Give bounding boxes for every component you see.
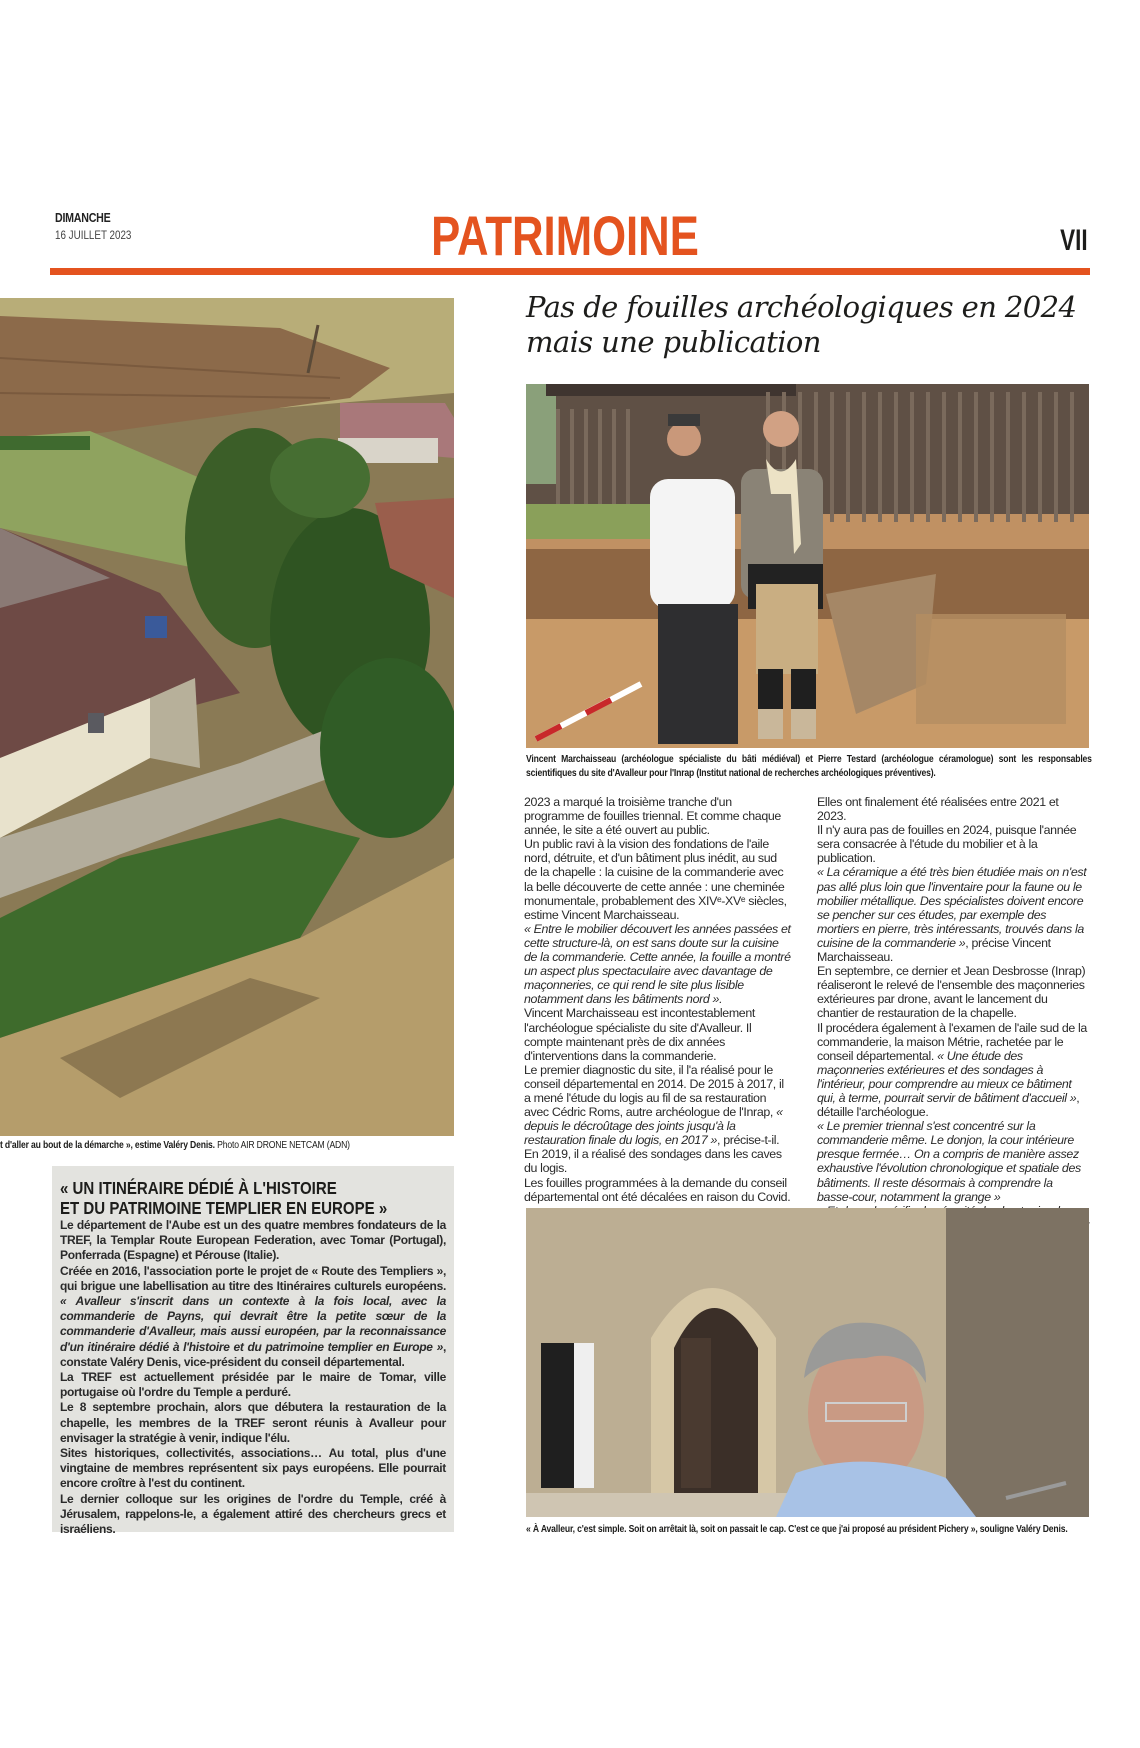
text: Créée en 2016, l'association porte le projet de « Route des Templiers », qui brigue une labellisation au titre des Itinéraires culturels européens.	[60, 1263, 446, 1293]
paragraph: Le dernier colloque sur les origines de l'ordre du Temple, créé à Jérusalem, rappelons-le, a également attiré des chercheurs grecs et israéliens.	[60, 1491, 446, 1537]
quote: « Avalleur s'inscrit dans un contexte à la fois local, avec la commanderie de Payns, qui devrait être la petite sœur de la commanderie d'Avalleur, mais aussi européen, par la reconnaissance d'un itinéraire dédié à l'histoire et du patrimoine templier en Europe »	[60, 1294, 446, 1354]
paragraph	[817, 1119, 1090, 1204]
text: , précise Vincent Marchaisseau.	[817, 935, 1051, 965]
sidebar-title-line: « UN ITINÉRAIRE DÉDIÉ À L'HISTOIRE	[60, 1178, 337, 1198]
sidebar-title	[60, 1178, 456, 1218]
paragraph	[817, 1021, 1090, 1120]
sidebar-title-line: ET DU PATRIMOINE TEMPLIER EN EUROPE »	[60, 1198, 388, 1218]
paragraph: Le 8 septembre prochain, alors que débutera la restauration de la chapelle, les membres de la TREF seront réunis à Avalleur pour envisager la stratégie à venir, indique l'élu.	[60, 1400, 446, 1445]
section-title: PATRIMOINE	[431, 204, 699, 267]
quote: « depuis le décroûtage des joints jusqu'à la restauration finale du logis, en 2017 »	[524, 1105, 783, 1148]
photo-credit: Photo AIR DRONE NETCAM (ADN)	[217, 1139, 350, 1151]
sidebar-box	[52, 1166, 454, 1537]
article-column-1	[524, 795, 792, 1204]
aerial-photo-caption	[0, 1138, 377, 1152]
paragraph: Elles ont finalement été réalisées entre 2021 et 2023.	[817, 795, 1059, 824]
text: , constate Valéry Denis, vice-président du conseil départemental.	[60, 1339, 446, 1369]
page-number: VII	[1060, 224, 1088, 257]
text: , précise-t-il. En 2019, il a réalisé des sondages dans les caves du logis.	[524, 1133, 782, 1176]
text: , détaille l'archéologue.	[817, 1090, 1080, 1120]
excavation-photo-caption: Vincent Marchaisseau (archéologue spécialiste du bâti médiéval) et Pierre Testard (archéologue céramologue) sont les responsables scientifiques du site d'Avalleur pour l'Inrap (Institut national de recherches archéologiques préventives).	[526, 753, 1092, 779]
quote: « Une étude des maçonneries extérieures et des sondages à l'intérieur, pour comprendre au mieux ce bâtiment qui, à terme, pourrait servir de bâtiment d'accueil »	[817, 1048, 1077, 1105]
chapel-photo	[526, 1208, 1089, 1517]
paragraph: Les fouilles programmées à la demande du conseil départemental ont été décalées en raison du Covid.	[524, 1175, 791, 1204]
edition-day: DIMANCHE	[55, 210, 111, 225]
aerial-photo	[0, 298, 454, 1136]
text: Le premier diagnostic du site, il l'a réalisé pour le conseil départemental en 2014. De 2015 à 2017, il a mené l'étude du logis au fil de sa restauration avec Cédric Roms, autre archéologue de l'Inrap,	[524, 1062, 784, 1120]
paragraph: Sites historiques, collectivités, associations… Au total, plus d'une vingtaine de membres représentent six pays européens. Elle pourrait encore croître à l'est du continent.	[60, 1446, 446, 1491]
quote: « Le premier triennal s'est concentré sur la commanderie même. Le donjon, la cour intérieure presque fermée… On a compris de manière assez exhaustive l'évolution chronologique et spatiale des bâtiments. Il reste désormais à comprendre la basse-cour, notamment la grange »	[817, 1119, 1081, 1204]
paragraph: Un public ravi à la vision des fondations de l'aile nord, détruite, et d'un bâtiment plus inédit, au sud de la chapelle : la cuisine de la commanderie avec la belle découverte de cette année : une cheminée monumentale, probablement des XIVᵉ-XVᵉ siècles, estime Vincent Marchaisseau.	[524, 837, 787, 922]
paragraph	[60, 1264, 446, 1370]
article-column-2	[817, 795, 1090, 1260]
edition-date: 16 JUILLET 2023	[55, 228, 132, 242]
excavation-photo	[526, 384, 1089, 748]
paragraph: Il n'y aura pas de fouilles en 2024, puisque l'année sera consacrée à l'étude du mobilier et à la publication.	[817, 823, 1077, 866]
header-rule	[50, 268, 1090, 275]
caption-text: t d'aller au bout de la démarche », estime Valéry Denis.	[0, 1139, 215, 1151]
paragraph: 2023 a marqué la troisième tranche d'un programme de fouilles triennal. Et comme chaque année, le site a été ouvert au public.	[524, 795, 781, 838]
quote: « La céramique a été très bien étudiée mais on n'est pas allé plus loin que l'inventaire pour la faune ou le mobilier métallique. Des spécialistes doivent encore se pencher sur ces études, par exemple des mortiers en pierre, très intéressants, trouvés dans la cuisine de la commanderie »	[817, 865, 1087, 950]
paragraph: Vincent Marchaisseau est incontestablement l'archéologue spécialiste du site d'Avalleur. Il compte maintenant près de dix années d'interventions dans la commanderie.	[524, 1006, 755, 1063]
paragraph	[524, 922, 792, 1007]
sidebar-body	[60, 1218, 446, 1537]
text: Il procédera également à l'examen de l'aile sud de la commanderie, la maison Métrie, rachetée par le conseil départemental.	[817, 1020, 1087, 1063]
paragraph: Le département de l'Aube est un des quatre membres fondateurs de la TREF, la Templar Route European Federation, avec Tomar (Portugal), Ponferrada (Espagne) et Pérouse (Italie).	[60, 1218, 446, 1263]
paragraph	[524, 1063, 792, 1176]
paragraph: En septembre, ce dernier et Jean Desbrosse (Inrap) réaliseront le relevé de l'ensemble des maçonneries extérieures par drone, avant le lancement du chantier de restauration de la chapelle.	[817, 964, 1086, 1021]
paragraph: La TREF est actuellement présidée par le maire de Tomar, ville portugaise où l'ordre du Temple a perduré.	[60, 1370, 446, 1400]
quote: « Entre le mobilier découvert les années passées et cette structure-là, on est sans doute sur la cuisine de la commanderie. Cette année, la fouille a montré un aspect plus spectaculaire avec davantage de maçonneries, ce qui rend le site plus lisible notamment dans les bâtiments nord ».	[524, 921, 791, 1007]
article-headline: Pas de fouilles archéologiques en 2024 mais une publication	[526, 290, 1077, 359]
chapel-photo-caption: « À Avalleur, c'est simple. Soit on arrêtait là, soit on passait le cap. C'est ce que j'ai proposé au président Pichery », souligne Valéry Denis.	[526, 1523, 1068, 1535]
paragraph	[817, 865, 1090, 964]
